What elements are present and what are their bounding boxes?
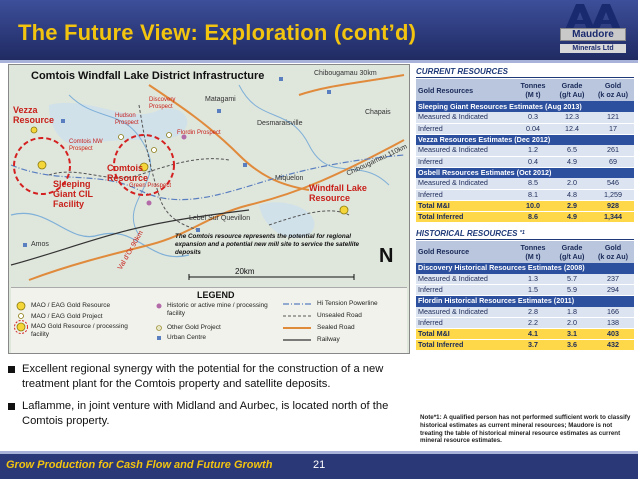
legend-symbols	[11, 288, 407, 354]
table-cell: 2.2	[514, 318, 552, 329]
section-title: Discovery Historical Resources Estimates (2008)	[416, 263, 634, 274]
table-cell: 12.3	[552, 112, 592, 123]
page-number: 21	[313, 459, 326, 471]
table-header-row	[416, 241, 634, 263]
table-cell: 3.1	[552, 329, 592, 340]
section-title: Vezza Resources Estimates (Dec 2012)	[416, 134, 634, 145]
legend-item-unsealed-road: Unsealed Road	[317, 312, 362, 319]
table-cell: 8.6	[514, 211, 552, 222]
legend-item-processing: MAO Gold Resource / processing facility	[31, 323, 128, 338]
table-cell: Tonnes (M t)	[514, 241, 552, 263]
table-row	[416, 274, 634, 285]
bullet-item	[8, 399, 408, 429]
table-cell: 2.8	[514, 307, 552, 318]
table-cell: 12.4	[552, 123, 592, 134]
table-row	[416, 318, 634, 329]
logo-subtitle: Minerals Ltd	[560, 44, 626, 53]
table-cell: 4.9	[552, 211, 592, 222]
prospect-comtois-nw: Comtois NW Prospect	[69, 139, 103, 152]
scale-label: 20km	[235, 267, 255, 276]
table-cell: 5.7	[552, 274, 592, 285]
table-row	[416, 145, 634, 156]
table-cell: 10.0	[514, 200, 552, 211]
table-cell: 4.1	[514, 329, 552, 340]
table-cell: 17	[592, 123, 634, 134]
map-legend	[11, 287, 407, 353]
place-miquelon: Miquelon	[275, 175, 304, 182]
table-cell: 1.8	[552, 307, 592, 318]
table-cell: Grade (g/t Au)	[552, 241, 592, 263]
table-cell: 3.6	[552, 340, 592, 351]
place-amos: Amos	[31, 241, 49, 248]
infrastructure-map	[8, 64, 410, 354]
table-cell: 8.5	[514, 178, 552, 189]
qualified-person-note: Note*1: A qualified person has not performed sufficient work to classify historical estimates as current mineral resources; Maudore is not treating the table of historical mineral resource estimates as current mineral resource estimates.	[420, 414, 631, 445]
table-cell: Tonnes (M t)	[514, 79, 552, 101]
table-cell: 0.3	[514, 112, 552, 123]
bullet-square-icon	[8, 366, 15, 373]
bullet-square-icon	[8, 403, 15, 410]
table-cell: Inferred	[416, 285, 514, 296]
table-row	[416, 189, 634, 200]
total-row	[416, 340, 634, 351]
section-title: Sleeping Giant Resources Estimates (Aug 2013)	[416, 101, 634, 112]
place-chapais: Chapais	[365, 109, 391, 116]
deposit-comtois: Comtois Resource	[107, 163, 149, 183]
table-cell: Total Inferred	[416, 211, 514, 222]
section-title: Flordin Historical Resources Estimates (2011)	[416, 296, 634, 307]
table-cell: Inferred	[416, 318, 514, 329]
table-cell: 2.0	[552, 318, 592, 329]
legend-item-gold-project: MAO / EAG Gold Project	[31, 313, 103, 320]
table-row	[416, 178, 634, 189]
heading-rule	[416, 239, 634, 240]
table-cell: 4.9	[552, 156, 592, 167]
section-row	[416, 263, 634, 274]
historical-heading-text: HISTORICAL RESOURCES	[416, 228, 518, 238]
bullet-list	[8, 362, 408, 436]
table-cell: Measured & Indicated	[416, 274, 514, 285]
historical-resources-heading	[416, 228, 634, 239]
table-cell: 261	[592, 145, 634, 156]
table-cell: 3.7	[514, 340, 552, 351]
legend-item-gold-resource: MAO / EAG Gold Resource	[31, 302, 111, 309]
table-cell: Measured & Indicated	[416, 178, 514, 189]
table-cell: 121	[592, 112, 634, 123]
total-row	[416, 200, 634, 211]
table-cell: 546	[592, 178, 634, 189]
map-note: The Comtois resource represents the potential for regional expansion and a potential new mill site to service the satellite deposits	[175, 233, 360, 256]
table-cell: 294	[592, 285, 634, 296]
place-chibougamau-30: Chibougamau 30km	[314, 70, 377, 77]
table-cell: 1.5	[514, 285, 552, 296]
section-row	[416, 101, 634, 112]
table-row	[416, 156, 634, 167]
table-cell: 1.3	[514, 274, 552, 285]
section-row	[416, 134, 634, 145]
table-cell: 2.9	[552, 200, 592, 211]
table-cell: Inferred	[416, 189, 514, 200]
table-cell: 928	[592, 200, 634, 211]
company-logo	[558, 2, 628, 58]
table-cell: Total Inferred	[416, 340, 514, 351]
table-cell: Gold (k oz Au)	[592, 241, 634, 263]
legend-item-other-project: Other Gold Project	[167, 324, 221, 331]
table-cell: 8.1	[514, 189, 552, 200]
place-desmaraisville: Desmaraisville	[257, 120, 303, 127]
total-row	[416, 211, 634, 222]
table-cell: Gold (k oz Au)	[592, 79, 634, 101]
table-cell: 237	[592, 274, 634, 285]
table-cell: 0.4	[514, 156, 552, 167]
table-cell: 5.9	[552, 285, 592, 296]
table-row	[416, 112, 634, 123]
total-row	[416, 329, 634, 340]
table-cell: 6.5	[552, 145, 592, 156]
footer-tagline: Grow Production for Cash Flow and Future Growth	[6, 459, 273, 471]
prospect-green: Green Prospect	[129, 183, 172, 189]
section-row	[416, 296, 634, 307]
place-val-dor: Val d’Or 90km	[116, 229, 145, 272]
table-row	[416, 123, 634, 134]
table-cell: 69	[592, 156, 634, 167]
current-resources-table	[416, 79, 634, 223]
table-cell: Total M&I	[416, 329, 514, 340]
table-cell: Inferred	[416, 123, 514, 134]
table-row	[416, 285, 634, 296]
table-cell: 432	[592, 340, 634, 351]
section-row	[416, 167, 634, 178]
table-cell: 1.2	[514, 145, 552, 156]
resource-tables	[416, 66, 634, 351]
legend-item-urban-centre: Urban Centre	[167, 334, 207, 341]
deposit-sleeping-giant: Sleeping Giant CIL Facility	[53, 179, 93, 209]
current-resources-heading: CURRENT RESOURCES	[416, 67, 509, 76]
deposit-vezza: Vezza Resource	[13, 105, 55, 125]
table-header-row	[416, 79, 634, 101]
north-arrow-icon: N	[379, 245, 394, 267]
table-cell: Grade (g/t Au)	[552, 79, 592, 101]
place-lebel: Lebel Sur Quevillon	[189, 215, 251, 222]
table-cell: Measured & Indicated	[416, 112, 514, 123]
table-cell: Inferred	[416, 156, 514, 167]
bullet-text: Excellent regional synergy with the potential for the construction of a new treatment plant for the Comtois property and satellite deposits.	[22, 363, 384, 390]
legend-item-historic-mine: Historic or active mine / processing facility	[167, 302, 268, 317]
table-cell: 1,344	[592, 211, 634, 222]
table-cell: 2.0	[552, 178, 592, 189]
prospect-hudson: Hudson Prospect	[115, 113, 139, 126]
table-cell: Gold Resource	[416, 241, 514, 263]
table-row	[416, 307, 634, 318]
prospect-discovery: Discovery Prospect	[149, 97, 176, 110]
legend-item-sealed-road: Sealed Road	[317, 324, 355, 331]
bullet-item	[8, 362, 408, 392]
table-cell: Gold Resources	[416, 79, 514, 101]
historical-heading-sup: *1	[519, 229, 525, 236]
table-cell: 0.04	[514, 123, 552, 134]
place-chibougamau-110: Chibougamau 110km	[345, 143, 409, 178]
prospect-flordin: Flordin Prospect	[177, 130, 221, 136]
legend-title: LEGEND	[197, 290, 235, 300]
map-title: Comtois Windfall Lake District Infrastructure	[31, 70, 265, 82]
table-cell: 138	[592, 318, 634, 329]
deposit-windfall: Windfall Lake Resource	[309, 183, 367, 203]
table-cell: 403	[592, 329, 634, 340]
table-cell: Total M&I	[416, 200, 514, 211]
table-cell: 1,259	[592, 189, 634, 200]
header-divider	[0, 60, 638, 63]
slide-title: The Future View: Exploration (cont’d)	[18, 20, 417, 45]
section-title: Osbell Resources Estimates (Oct 2012)	[416, 167, 634, 178]
legend-item-railway: Railway	[317, 336, 340, 343]
historical-resources-table	[416, 241, 634, 352]
legend-item-powerline: Hi Tension Powerline	[317, 300, 378, 307]
table-cell: 166	[592, 307, 634, 318]
bullet-text: Laflamme, in joint venture with Midland and Aurbec, is located north of the Comtois property.	[22, 400, 389, 427]
place-matagami: Matagami	[205, 96, 236, 103]
heading-rule	[416, 77, 634, 78]
table-cell: Measured & Indicated	[416, 307, 514, 318]
logo-name: Maudore	[560, 28, 626, 41]
table-cell: 4.8	[552, 189, 592, 200]
table-cell: Measured & Indicated	[416, 145, 514, 156]
